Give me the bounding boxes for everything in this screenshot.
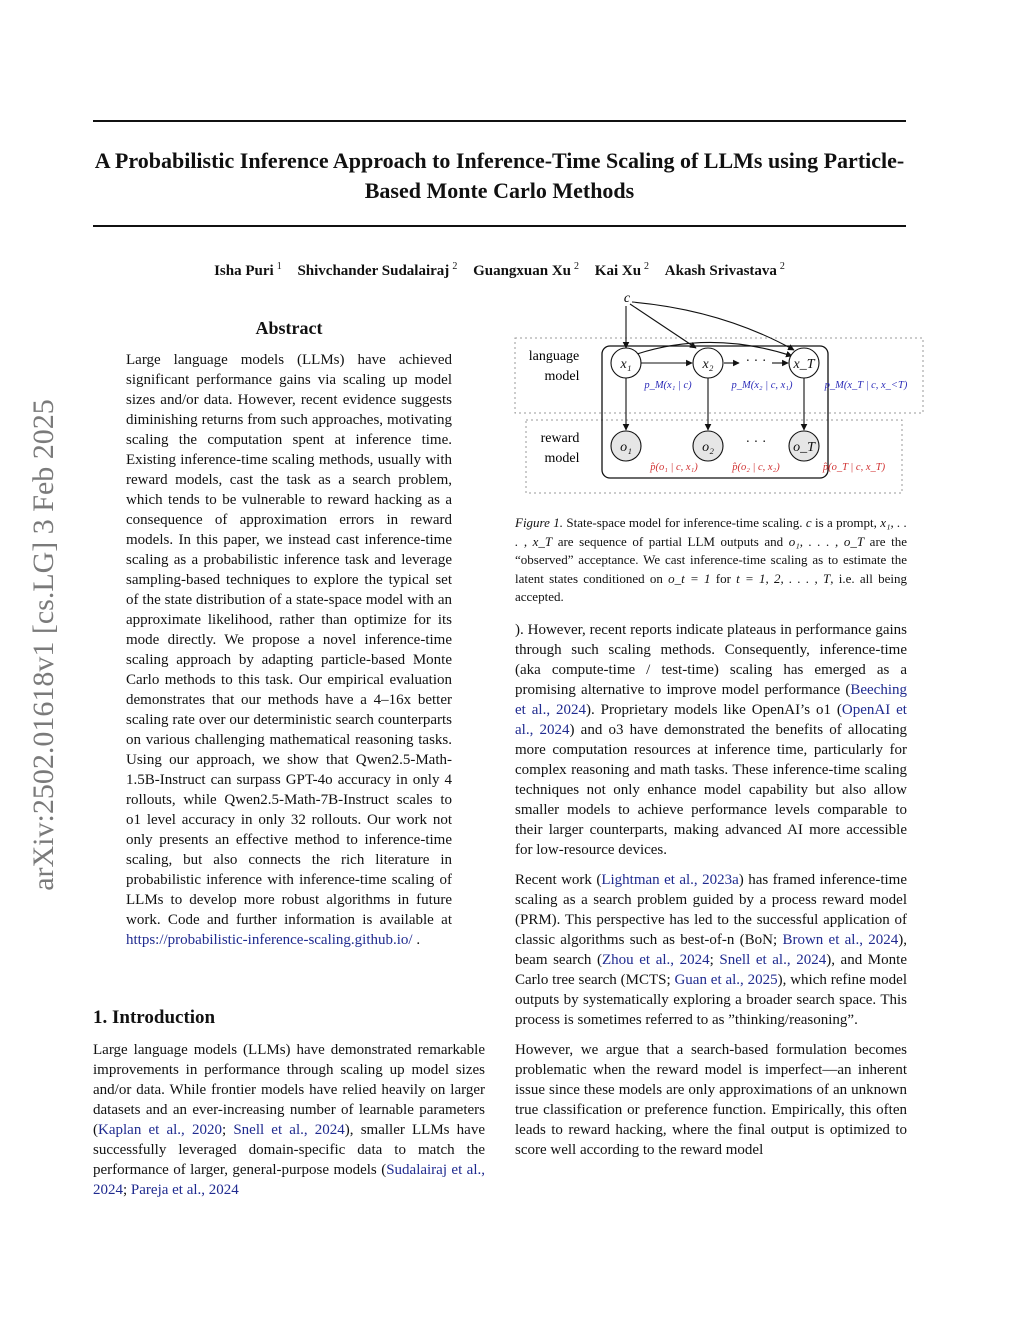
svg-text:o₂: o₂	[702, 440, 714, 455]
prob-x2: p_M(x₂ | c, x₁)	[731, 380, 793, 391]
svg-text:o₁: o₁	[620, 440, 632, 455]
language-model-label: language	[528, 349, 580, 364]
svg-text:x₁: x₁	[620, 357, 632, 372]
prob-x1: p_M(x₁ | c)	[644, 380, 692, 391]
citation-link[interactable]: Brown et al., 2024	[782, 932, 899, 948]
citation-link[interactable]: OpenAI et al., 2024	[515, 702, 907, 738]
reward-model-label: model	[544, 451, 580, 466]
arxiv-identifier: arXiv:2502.01618v1 [cs.LG] 3 Feb 2025	[27, 399, 60, 891]
svg-text:x₂: x₂	[702, 357, 714, 372]
prob-oT: p̂(o_T | c, x_T)	[822, 462, 886, 473]
prompt-node-c: c	[623, 291, 631, 306]
section-heading-introduction: 1. Introduction	[93, 1007, 216, 1028]
author: Akash Srivastava $^2$	[664, 261, 785, 279]
body-paragraph: However, we argue that a search-based formulation becomes problematic when the reward model is imperfect—an inherent issue since these models are only approximations of an unknown true classification or preference function. Empirically, this often leads to reward hacking, where the final output is optimized to score well according to the reward model	[515, 1042, 907, 1158]
right-column	[515, 620, 907, 1170]
author: Shivchander Sudalairaj $^2$	[297, 261, 458, 279]
author: Isha Puri $^1$	[214, 261, 282, 279]
svg-text:x_T: x_T	[793, 357, 815, 372]
intro-paragraph-continued: ). However, recent reports indicate plateaus in performance gains through such scaling methods. Consequently, inference-time (aka compute-time / test-time) scaling has emerged as a promising alternative to improve model performance (Beeching et al., 2024). Proprietary models like OpenAI’s o1 (OpenAI et al., 2024) and o3 have demonstrated the benefits of allocating more computation resources at inference time, particularly for complex reasoning and math tasks. These inference-time scaling techniques not only enhance model capability but also allow smaller models to achieve performance levels comparable to their larger counterparts, making advanced AI more accessible for low-resource devices.	[515, 622, 908, 858]
title-rule-top	[93, 120, 906, 122]
prob-o2: p̂(o₂ | c, x₂)	[732, 462, 780, 473]
citation-link[interactable]: Guan et al., 2025	[674, 972, 778, 988]
reward-model-label: reward	[540, 431, 580, 446]
prob-xT: p_M(x_T | c, x_<T)	[824, 380, 908, 391]
intro-paragraph: Large language models (LLMs) have demonstrated remarkable improvements in performance through scaling up model sizes and/or data. While frontier models have relied heavily on larger datasets and an ever-increasing number of learnable parameters (Kaplan et al., 2020; Snell et al., 2024), smaller LLMs have successfully leveraged domain-specific data to match the performance of larger, general-purpose models (Sudalairaj et al., 2024; Pareja et al., 2024	[93, 1042, 485, 1198]
ellipsis: · · ·	[745, 435, 767, 450]
ellipsis: · · ·	[745, 354, 767, 369]
paper-title: A Probabilistic Inference Approach to Inference-Time Scaling of LLMs using Particle-Based Monte Carlo Methods	[94, 148, 905, 203]
citation-link[interactable]: Pareja et al., 2024	[130, 1182, 239, 1198]
title-rule-bottom	[93, 225, 906, 227]
citation-link[interactable]: Kaplan et al., 2020	[98, 1122, 222, 1138]
language-model-label: model	[544, 369, 580, 384]
citation-link[interactable]: Lightman et al., 2023a	[601, 872, 739, 888]
project-link[interactable]: https://probabilistic-inference-scaling.github.io/	[126, 932, 413, 948]
author: Kai Xu $^2$	[594, 261, 650, 279]
citation-link[interactable]: Beeching et al., 2024	[515, 682, 907, 718]
author: Guangxuan Xu $^2$	[473, 261, 580, 279]
abstract-heading: Abstract	[255, 318, 323, 338]
citation-link[interactable]: Snell et al., 2024	[719, 952, 827, 968]
abstract-text: Large language models (LLMs) have achieved significant performance gains via scaling up model sizes and/or data. However, recent evidence suggests diminishing returns from such approaches, motivating scaling the computation spent at inference time. Existing inference-time scaling methods, usually with reward models, cast the task as a search problem, which tends to be vulnerable to reward hacking as a consequence of approximation errors in reward models. In this paper, we instead cast inference-time scaling as a probabilistic inference task and leverage sampling-based techniques to explore the typical set of the state distribution of a state-space model with an approximate likelihood, rather than optimize for its mode directly. We propose a novel inference-time scaling approach by adapting particle-based Monte Carlo methods to this task. Our empirical evaluation demonstrates that our methods have a 4–16x better scaling rate over our deterministic search counterparts on various challenging mathematical reasoning tasks. Using our approach, we show that Qwen2.5-Math-1.5B-Instruct can surpass GPT-4o accuracy in only 4 rollouts, while Qwen2.5-Math-7B-Instruct scales to o1 level accuracy in only 32 rollouts. Our work not only presents an effective method to inference-time scaling, but also connects the rich literature in probabilistic inference with inference-time scaling of LLMs to develop more robust algorithms in future work. Code and further information is available at https://probabilistic-inference-scaling.github.io/ .	[126, 352, 452, 948]
body-paragraph: Recent work (Lightman et al., 2023a) has framed inference-time scaling as a search problem guided by a process reward model (PRM). This perspective has led to the successful application of classic algorithms such as best-of-n (BoN; Brown et al., 2024), beam search (Zhou et al., 2024; Snell et al., 2024), and Monte Carlo tree search (MCTS; Guan et al., 2025), which refine model outputs by systematically exploring a broader search space. This process is sometimes referred to as ”thinking/reasoning”.	[515, 872, 908, 1028]
figure-caption: Figure 1. State-space model for inference-time scaling. c is a prompt, x₁, . . . , x_T are sequence of partial LLM outputs and o₁, . . . , o_T are the “observed” acceptance. We cast inference-time scaling as to estimate the latent states conditioned on o_t = 1 for t = 1, 2, . . . , T, i.e. all being accepted.	[515, 515, 908, 604]
svg-text:o_T: o_T	[793, 440, 815, 455]
citation-link[interactable]: Snell et al., 2024	[233, 1122, 345, 1138]
citation-link[interactable]: Zhou et al., 2024	[602, 952, 710, 968]
figure-state-space-model	[512, 290, 927, 500]
author-list	[93, 261, 906, 280]
citation-link[interactable]: Sudalairaj et al., 2024	[93, 1162, 485, 1198]
prob-o1: p̂(o₁ | c, x₁)	[650, 462, 698, 473]
